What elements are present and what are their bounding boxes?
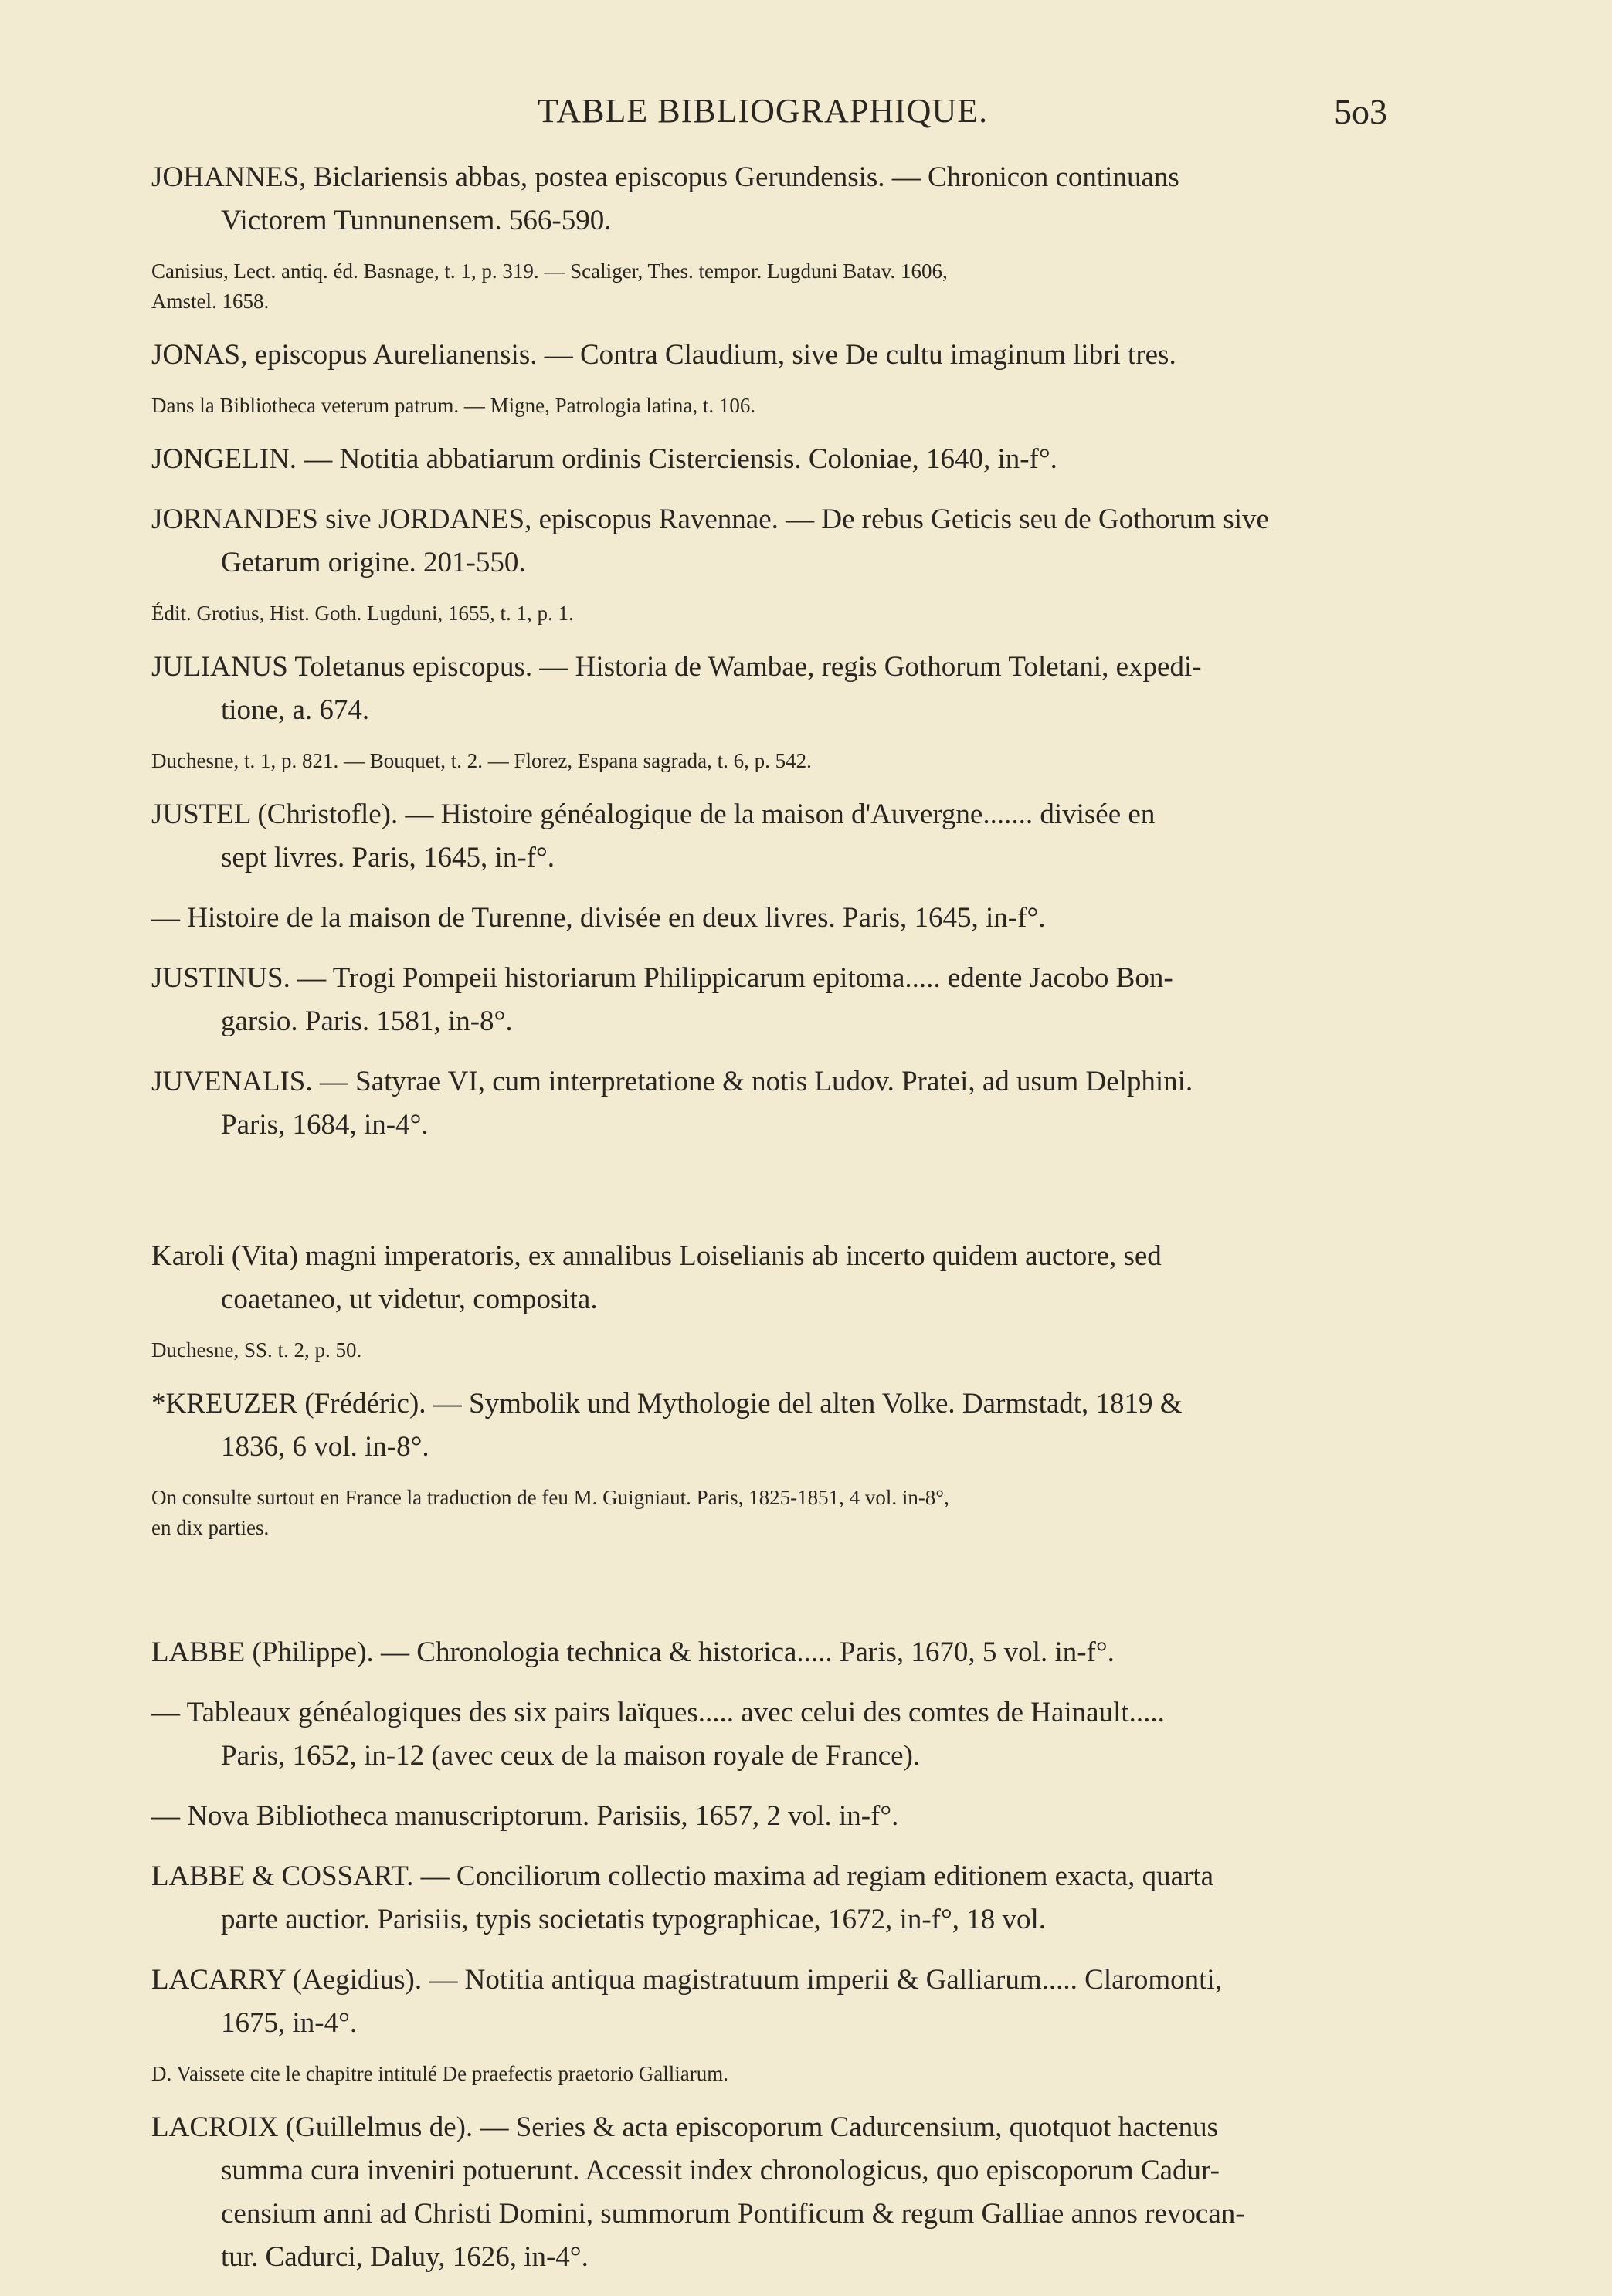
bibliography-entry: [151, 897, 1387, 940]
bibliography-entry: [151, 646, 1387, 732]
entry-line: JOHANNES, Biclariensis abbas, postea episcopus Gerundensis. — Chronicon continuans: [151, 161, 1179, 193]
entry-line: LACARRY (Aegidius). — Notitia antiqua magistratuum imperii & Galliarum..... Claromonti,: [151, 1964, 1222, 1996]
entry-note: Édit. Grotius, Hist. Goth. Lugduni, 1655, t. 1, p. 1.: [151, 602, 574, 625]
bibliography-entry: [151, 1691, 1387, 1778]
section-gap: [151, 1560, 1387, 1631]
entry-line: sept livres. Paris, 1645, in-f°.: [221, 842, 555, 873]
entry-line: 1836, 6 vol. in-8°.: [221, 1431, 429, 1463]
entry-note: Duchesne, SS. t. 2, p. 50.: [151, 1338, 362, 1362]
entry-line: JUSTEL (Christofle). — Histoire généalogique de la maison d'Auvergne....... divisée en: [151, 799, 1156, 830]
entry-line: LABBE & COSSART. — Conciliorum collectio maxima ad regiam editionem exacta, quarta: [151, 1860, 1214, 1892]
entry-line: 1675, in-4°.: [221, 2007, 358, 2039]
bibliography-entry: [151, 2106, 1387, 2279]
bibliography-entry: [151, 498, 1387, 585]
entry-line: Karoli (Vita) magni imperatoris, ex annalibus Loiselianis ab incerto quidem auctore, sed: [151, 1240, 1162, 1272]
entry-note: Dans la Bibliotheca veterum patrum. — Migne, Patrologia latina, t. 106.: [151, 394, 756, 417]
bibliography-entry: [151, 1855, 1387, 1942]
entry-line: Paris, 1684, in-4°.: [221, 1109, 429, 1141]
entry-line: garsio. Paris. 1581, in-8°.: [221, 1006, 513, 1037]
entry-line: LABBE (Philippe). — Chronologia technica & historica..... Paris, 1670, 5 vol. in-f°.: [151, 1636, 1115, 1668]
bibliography-entry: [151, 1795, 1387, 1838]
bibliography-entry: [151, 957, 1387, 1043]
entry-line: JUSTINUS. — Trogi Pompeii historiarum Philippicarum epitoma..... edente Jacobo Bon-: [151, 962, 1173, 994]
entry-line: JULIANUS Toletanus episcopus. — Historia de Wambae, regis Gothorum Toletani, expedi-: [151, 651, 1202, 683]
bibliography-entry: [151, 1382, 1387, 1469]
page-number: 5o3: [1334, 92, 1387, 131]
page-title: TABLE BIBLIOGRAPHIQUE.: [538, 92, 989, 130]
entry-line: Getarum origine. 201-550.: [221, 547, 526, 578]
entry-line: — Tableaux généalogiques des six pairs laïques..... avec celui des comtes de Hainault.....: [151, 1697, 1165, 1728]
bibliography-entry: [151, 156, 1387, 242]
entry-line: tur. Cadurci, Daluy, 1626, in-4°.: [221, 2241, 589, 2273]
entry-line: LACROIX (Guillelmus de). — Series & acta episcoporum Cadurcensium, quotquot hactenus: [151, 2111, 1219, 2143]
entry-line: Paris, 1652, in-12 (avec ceux de la maison royale de France).: [221, 1740, 921, 1772]
entry-note: Canisius, Lect. antiq. éd. Basnage, t. 1, p. 319. — Scaliger, Thes. tempor. Lugduni Batav. 1606,: [151, 259, 948, 283]
entry-line: — Histoire de la maison de Turenne, divisée en deux livres. Paris, 1645, in-f°.: [151, 902, 1046, 934]
entry-line: — Nova Bibliotheca manuscriptorum. Parisiis, 1657, 2 vol. in-f°.: [151, 1800, 899, 1832]
bibliography-entry: [151, 1631, 1387, 1674]
entry-note: D. Vaissete cite le chapitre intitulé De praefectis praetorio Galliarum.: [151, 2062, 728, 2085]
bibliography-body: [151, 156, 1387, 2296]
entry-line: coaetaneo, ut videtur, composita.: [221, 1284, 598, 1315]
running-header: [151, 91, 1387, 137]
entry-note: Duchesne, t. 1, p. 821. — Bouquet, t. 2. — Florez, Espana sagrada, t. 6, p. 542.: [151, 749, 812, 772]
bibliography-entry: [151, 438, 1387, 481]
bibliography-entry: [151, 793, 1387, 880]
bibliography-entry: [151, 334, 1387, 377]
section-gap: [151, 1164, 1387, 1235]
entry-line: JUVENALIS. — Satyrae VI, cum interpretatione & notis Ludov. Pratei, ad usum Delphini.: [151, 1066, 1193, 1097]
entry-line: parte auctior. Parisiis, typis societatis typographicae, 1672, in-f°, 18 vol.: [221, 1904, 1047, 1935]
entry-note: On consulte surtout en France la traduction de feu M. Guigniaut. Paris, 1825-1851, 4 vol. in-8°,: [151, 1486, 949, 1509]
entry-line: *KREUZER (Frédéric). — Symbolik und Mythologie del alten Volke. Darmstadt, 1819 &: [151, 1388, 1183, 1419]
entry-line: JORNANDES sive JORDANES, episcopus Ravennae. — De rebus Geticis seu de Gothorum sive: [151, 504, 1269, 535]
bibliography-entry: [151, 1060, 1387, 1147]
entry-line: JONGELIN. — Notitia abbatiarum ordinis Cisterciensis. Coloniae, 1640, in-f°.: [151, 443, 1057, 475]
entry-line: JONAS, episcopus Aurelianensis. — Contra Claudium, sive De cultu imaginum libri tres.: [151, 339, 1176, 371]
entry-note: Amstel. 1658.: [151, 290, 270, 313]
entry-note: en dix parties.: [151, 1516, 270, 1539]
entry-line: Victorem Tunnunensem. 566-590.: [221, 205, 612, 236]
entry-line: tione, a. 674.: [221, 694, 370, 726]
entry-line: summa cura inveniri potuerunt. Accessit index chronologicus, quo episcoporum Cadur-: [221, 2155, 1220, 2186]
bibliography-entry: [151, 1235, 1387, 1321]
bibliography-entry: [151, 1959, 1387, 2045]
entry-line: censium anni ad Christi Domini, summorum Pontificum & regum Galliae annos revocan-: [221, 2198, 1245, 2230]
